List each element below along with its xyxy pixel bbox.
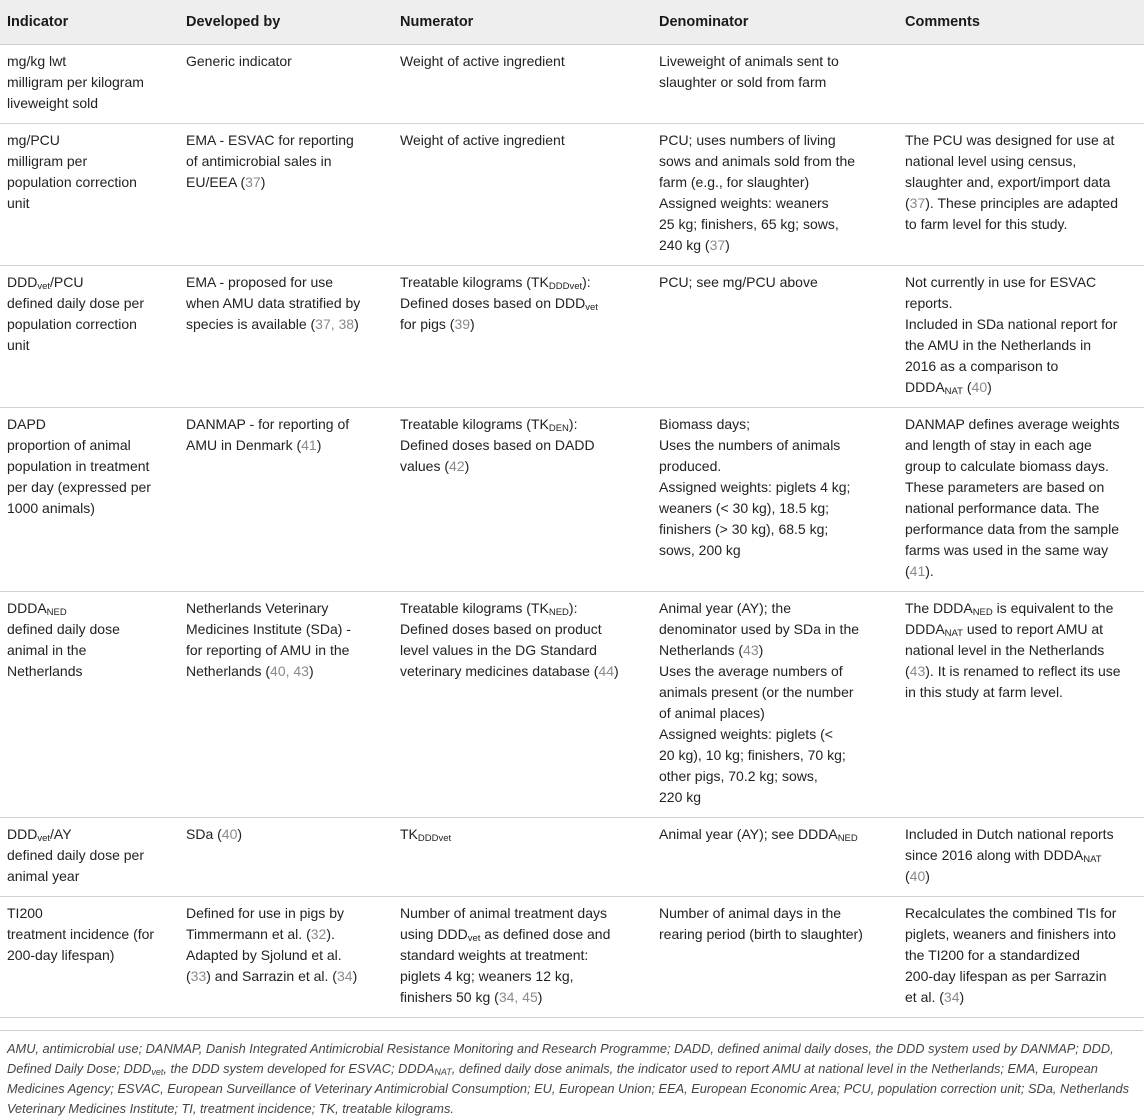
cell-line: PCU; see mg/PCU above	[659, 274, 818, 290]
header-denominator: Denominator	[652, 0, 898, 45]
cell-line: Netherlands	[7, 663, 83, 679]
cell-line: in this study at farm level.	[905, 684, 1063, 700]
cell-line: since 2016 along with $DDDA_{NAT}$	[905, 847, 1102, 865]
cell-line: Animal year (AY); see $DDDA_{NED}$	[659, 826, 858, 844]
table-row	[0, 45, 1144, 124]
cell-line: mg/PCU	[7, 132, 60, 148]
cell-line: Uses the average numbers of	[659, 663, 843, 679]
cell-line: national performance data. The	[905, 500, 1100, 516]
cell-indicator	[0, 45, 179, 124]
cell-line: animal in the	[7, 642, 87, 658]
cell-line: unit	[7, 337, 30, 353]
cell-numerator	[393, 45, 652, 124]
cell-line: Timmermann et al. (32).	[186, 926, 335, 942]
cell-line: sows and animals sold from the	[659, 153, 856, 169]
cell-line: Weight of active ingredient	[400, 53, 565, 69]
cell-line: per day (expressed per	[7, 479, 151, 495]
cell-developed-by	[179, 592, 393, 818]
cell-denominator	[652, 897, 898, 1018]
cell-line: Weight of active ingredient	[400, 132, 565, 148]
cell-line: Netherlands (40, 43)	[186, 663, 314, 679]
cell-line: $TK_{DDDvet}$	[400, 826, 452, 844]
cell-indicator	[0, 897, 179, 1018]
cell-line: population correction	[7, 316, 137, 332]
cell-line: to farm level for this study.	[905, 216, 1068, 232]
cell-line: piglets 4 kg; weaners 12 kg,	[400, 968, 574, 984]
cell-line: defined daily dose per	[7, 847, 144, 863]
cell-line: defined daily dose per	[7, 295, 144, 311]
cell-line: species is available (37, 38)	[186, 316, 359, 332]
cell-line: standard weights at treatment:	[400, 947, 589, 963]
cell-indicator	[0, 266, 179, 408]
cell-line: mg/kg lwt	[7, 53, 67, 69]
cell-developed-by	[179, 45, 393, 124]
cell-line: finishers 50 kg (34, 45)	[400, 989, 543, 1005]
cell-line: denominator used by SDa in the	[659, 621, 860, 637]
cell-line: level values in the DG Standard	[400, 642, 597, 658]
cell-line: of antimicrobial sales in	[186, 153, 332, 169]
cell-developed-by	[179, 266, 393, 408]
cell-line: finishers (> 30 kg), 68.5 kg;	[659, 521, 829, 537]
table-row	[0, 266, 1144, 408]
header-comments: Comments	[898, 0, 1144, 45]
cell-comments	[898, 897, 1144, 1018]
cell-line: Treatable kilograms $(TK_{DDDvet})$:	[400, 274, 591, 292]
cell-line: Defined for use in pigs by	[186, 905, 344, 921]
cell-line: Netherlands Veterinary	[186, 600, 329, 616]
cell-denominator	[652, 592, 898, 818]
cell-line: DAPD	[7, 416, 46, 432]
cell-line: TI200	[7, 905, 43, 921]
cell-comments	[898, 124, 1144, 266]
header-developed-by: Developed by	[179, 0, 393, 45]
cell-line: 200-day lifespan as per Sarrazin	[905, 968, 1107, 984]
cell-line: Adapted by Sjolund et al.	[186, 947, 342, 963]
cell-indicator	[0, 408, 179, 592]
cell-line: farm (e.g., for slaughter)	[659, 174, 810, 190]
cell-line: population in treatment	[7, 458, 150, 474]
table-body	[0, 45, 1144, 1018]
cell-line: the AMU in the Netherlands in	[905, 337, 1091, 353]
cell-line: values (42)	[400, 458, 470, 474]
cell-denominator	[652, 408, 898, 592]
cell-line: defined daily dose	[7, 621, 120, 637]
cell-line: Number of animal days in the	[659, 905, 842, 921]
cell-line: 1000 animals)	[7, 500, 95, 516]
cell-line: other pigs, 70.2 kg; sows,	[659, 768, 818, 784]
cell-denominator	[652, 45, 898, 124]
cell-line: when AMU data stratified by	[186, 295, 361, 311]
cell-line: national level in the Netherlands	[905, 642, 1105, 658]
cell-line: rearing period (birth to slaughter)	[659, 926, 863, 942]
cell-line: milligram per	[7, 153, 88, 169]
cell-line: Treatable kilograms $(TK_{NED})$:	[400, 600, 578, 618]
cell-line: (37). These principles are adapted	[905, 195, 1118, 211]
cell-line: for pigs (39)	[400, 316, 475, 332]
cell-line: national level using census,	[905, 153, 1077, 169]
table-row	[0, 124, 1144, 266]
cell-line: Included in SDa national report for	[905, 316, 1118, 332]
cell-comments	[898, 818, 1144, 897]
cell-line: animal year	[7, 868, 80, 884]
cell-line: Defined doses based on $DDD_{vet}$	[400, 295, 598, 313]
cell-line: produced.	[659, 458, 722, 474]
cell-comments	[898, 592, 1144, 818]
cell-line: using $DDD_{vet}$ as defined dose and	[400, 926, 611, 944]
cell-line: proportion of animal	[7, 437, 131, 453]
cell-line: farms was used in the same way	[905, 542, 1109, 558]
cell-developed-by	[179, 818, 393, 897]
cell-line: Medicines Institute (SDa) -	[186, 621, 351, 637]
cell-numerator	[393, 408, 652, 592]
cell-line: (41).	[905, 563, 934, 579]
cell-line: unit	[7, 195, 30, 211]
cell-line: the TI200 for a standardized	[905, 947, 1080, 963]
cell-line: EU/EEA (37)	[186, 174, 266, 190]
cell-line: Generic indicator	[186, 53, 292, 69]
cell-line: slaughter and, export/import data	[905, 174, 1111, 190]
cell-line: $DDD_{vet}$/PCU	[7, 274, 84, 292]
cell-line: (43). It is renamed to reflect its use	[905, 663, 1121, 679]
cell-line: 2016 as a comparison to	[905, 358, 1059, 374]
cell-line: and length of stay in each age	[905, 437, 1092, 453]
cell-line: $DDD_{vet}/AY$	[7, 826, 72, 844]
cell-line: liveweight sold	[7, 95, 99, 111]
cell-line: Included in Dutch national reports	[905, 826, 1114, 842]
cell-line: Not currently in use for ESVAC	[905, 274, 1097, 290]
cell-line: animals present (or the number	[659, 684, 854, 700]
cell-line: Animal year (AY); the	[659, 600, 792, 616]
cell-developed-by	[179, 124, 393, 266]
cell-line: et al. (34)	[905, 989, 965, 1005]
cell-line: Assigned weights: weaners	[659, 195, 829, 211]
cell-comments	[898, 266, 1144, 408]
cell-developed-by	[179, 408, 393, 592]
cell-line: piglets, weaners and finishers into	[905, 926, 1116, 942]
cell-line: 20 kg), 10 kg; finishers, 70 kg;	[659, 747, 846, 763]
cell-indicator	[0, 124, 179, 266]
cell-line: $DDDA_{NED}$	[7, 600, 67, 618]
cell-line: $DDDA_{NAT}$ (40)	[905, 379, 992, 397]
cell-line: treatment incidence (for	[7, 926, 155, 942]
cell-line: Netherlands (43)	[659, 642, 764, 658]
cell-line: performance data from the sample	[905, 521, 1119, 537]
cell-line: Liveweight of animals sent to	[659, 53, 839, 69]
table-row	[0, 818, 1144, 897]
cell-line: population correction	[7, 174, 137, 190]
cell-line: Defined doses based on product	[400, 621, 602, 637]
cell-indicator	[0, 592, 179, 818]
cell-line: These parameters are based on	[905, 479, 1105, 495]
cell-denominator	[652, 124, 898, 266]
cell-line: Treatable kilograms $(TK_{DEN})$:	[400, 416, 578, 434]
cell-line: veterinary medicines database (44)	[400, 663, 619, 679]
table-row	[0, 408, 1144, 592]
cell-denominator	[652, 266, 898, 408]
cell-line: 200-day lifespan)	[7, 947, 115, 963]
cell-line: (40)	[905, 868, 930, 884]
table-row	[0, 897, 1144, 1018]
cell-line: group to calculate biomass days.	[905, 458, 1109, 474]
cell-line: slaughter or sold from farm	[659, 74, 827, 90]
cell-numerator	[393, 266, 652, 408]
cell-line: AMU in Denmark (41)	[186, 437, 322, 453]
cell-line: EMA - proposed for use	[186, 274, 334, 290]
header-indicator: Indicator	[0, 0, 179, 45]
cell-line: sows, 200 kg	[659, 542, 741, 558]
table-row	[0, 592, 1144, 818]
cell-line: DANMAP defines average weights	[905, 416, 1120, 432]
cell-line: Defined doses based on DADD	[400, 437, 595, 453]
cell-line: (33) and Sarrazin et al. (34)	[186, 968, 358, 984]
cell-comments	[898, 408, 1144, 592]
cell-line: Biomass days;	[659, 416, 751, 432]
header-numerator: Numerator	[393, 0, 652, 45]
cell-numerator	[393, 897, 652, 1018]
cell-line: Number of animal treatment days	[400, 905, 607, 921]
cell-line: 25 kg; finishers, 65 kg; sows,	[659, 216, 839, 232]
cell-line: Assigned weights: piglets (<	[659, 726, 833, 742]
cell-line: The PCU was designed for use at	[905, 132, 1115, 148]
cell-line: The $DDDA_{NED}$ is equivalent to the	[905, 600, 1114, 618]
cell-numerator	[393, 124, 652, 266]
cell-line: DANMAP - for reporting of	[186, 416, 350, 432]
cell-line: PCU; uses numbers of living	[659, 132, 836, 148]
cell-numerator	[393, 592, 652, 818]
cell-line: 220 kg	[659, 789, 702, 805]
cell-line: Assigned weights: piglets 4 kg;	[659, 479, 851, 495]
cell-line: SDa (40)	[186, 826, 243, 842]
cell-line: reports.	[905, 295, 953, 311]
cell-denominator	[652, 818, 898, 897]
cell-developed-by	[179, 897, 393, 1018]
cell-line: EMA - ESVAC for reporting	[186, 132, 354, 148]
cell-line: for reporting of AMU in the	[186, 642, 350, 658]
cell-line: milligram per kilogram	[7, 74, 144, 90]
cell-line: weaners (< 30 kg), 18.5 kg;	[659, 500, 830, 516]
table-footnote: AMU, antimicrobial use; DANMAP, Danish Integrated Antimicrobial Resistance Monitoring and Research Programme; DADD, defined animal daily doses, the DDD system used by DANMAP; DDD, Defined Daily Dose; $DDD_{vet}$, the DDD system developed for ESVAC; $DDDA_{NAT}$, defined daily dose animals, the indicator used to report AMU at national level in the Netherlands; EMA, European Medicines Agency; ESVAC, European Surveillance of Veterinary Antimicrobial Consumption; EU, European Union; EEA, European Economic Area; PCU, population correction unit; SDa, Netherlands Veterinary Medicines Institute; TI, treatment incidence; TK, treatable kilograms.	[0, 1030, 1143, 1119]
cell-line: 240 kg (37)	[659, 237, 730, 253]
cell-line: of animal places)	[659, 705, 765, 721]
cell-line: Recalculates the combined TIs for	[905, 905, 1117, 921]
cell-line: $DDDA_{NAT}$ used to report AMU at	[905, 621, 1104, 639]
cell-indicator	[0, 818, 179, 897]
cell-numerator	[393, 818, 652, 897]
table-header-row	[0, 0, 1144, 45]
cell-comments	[898, 45, 1144, 124]
cell-line: Uses the numbers of animals	[659, 437, 841, 453]
